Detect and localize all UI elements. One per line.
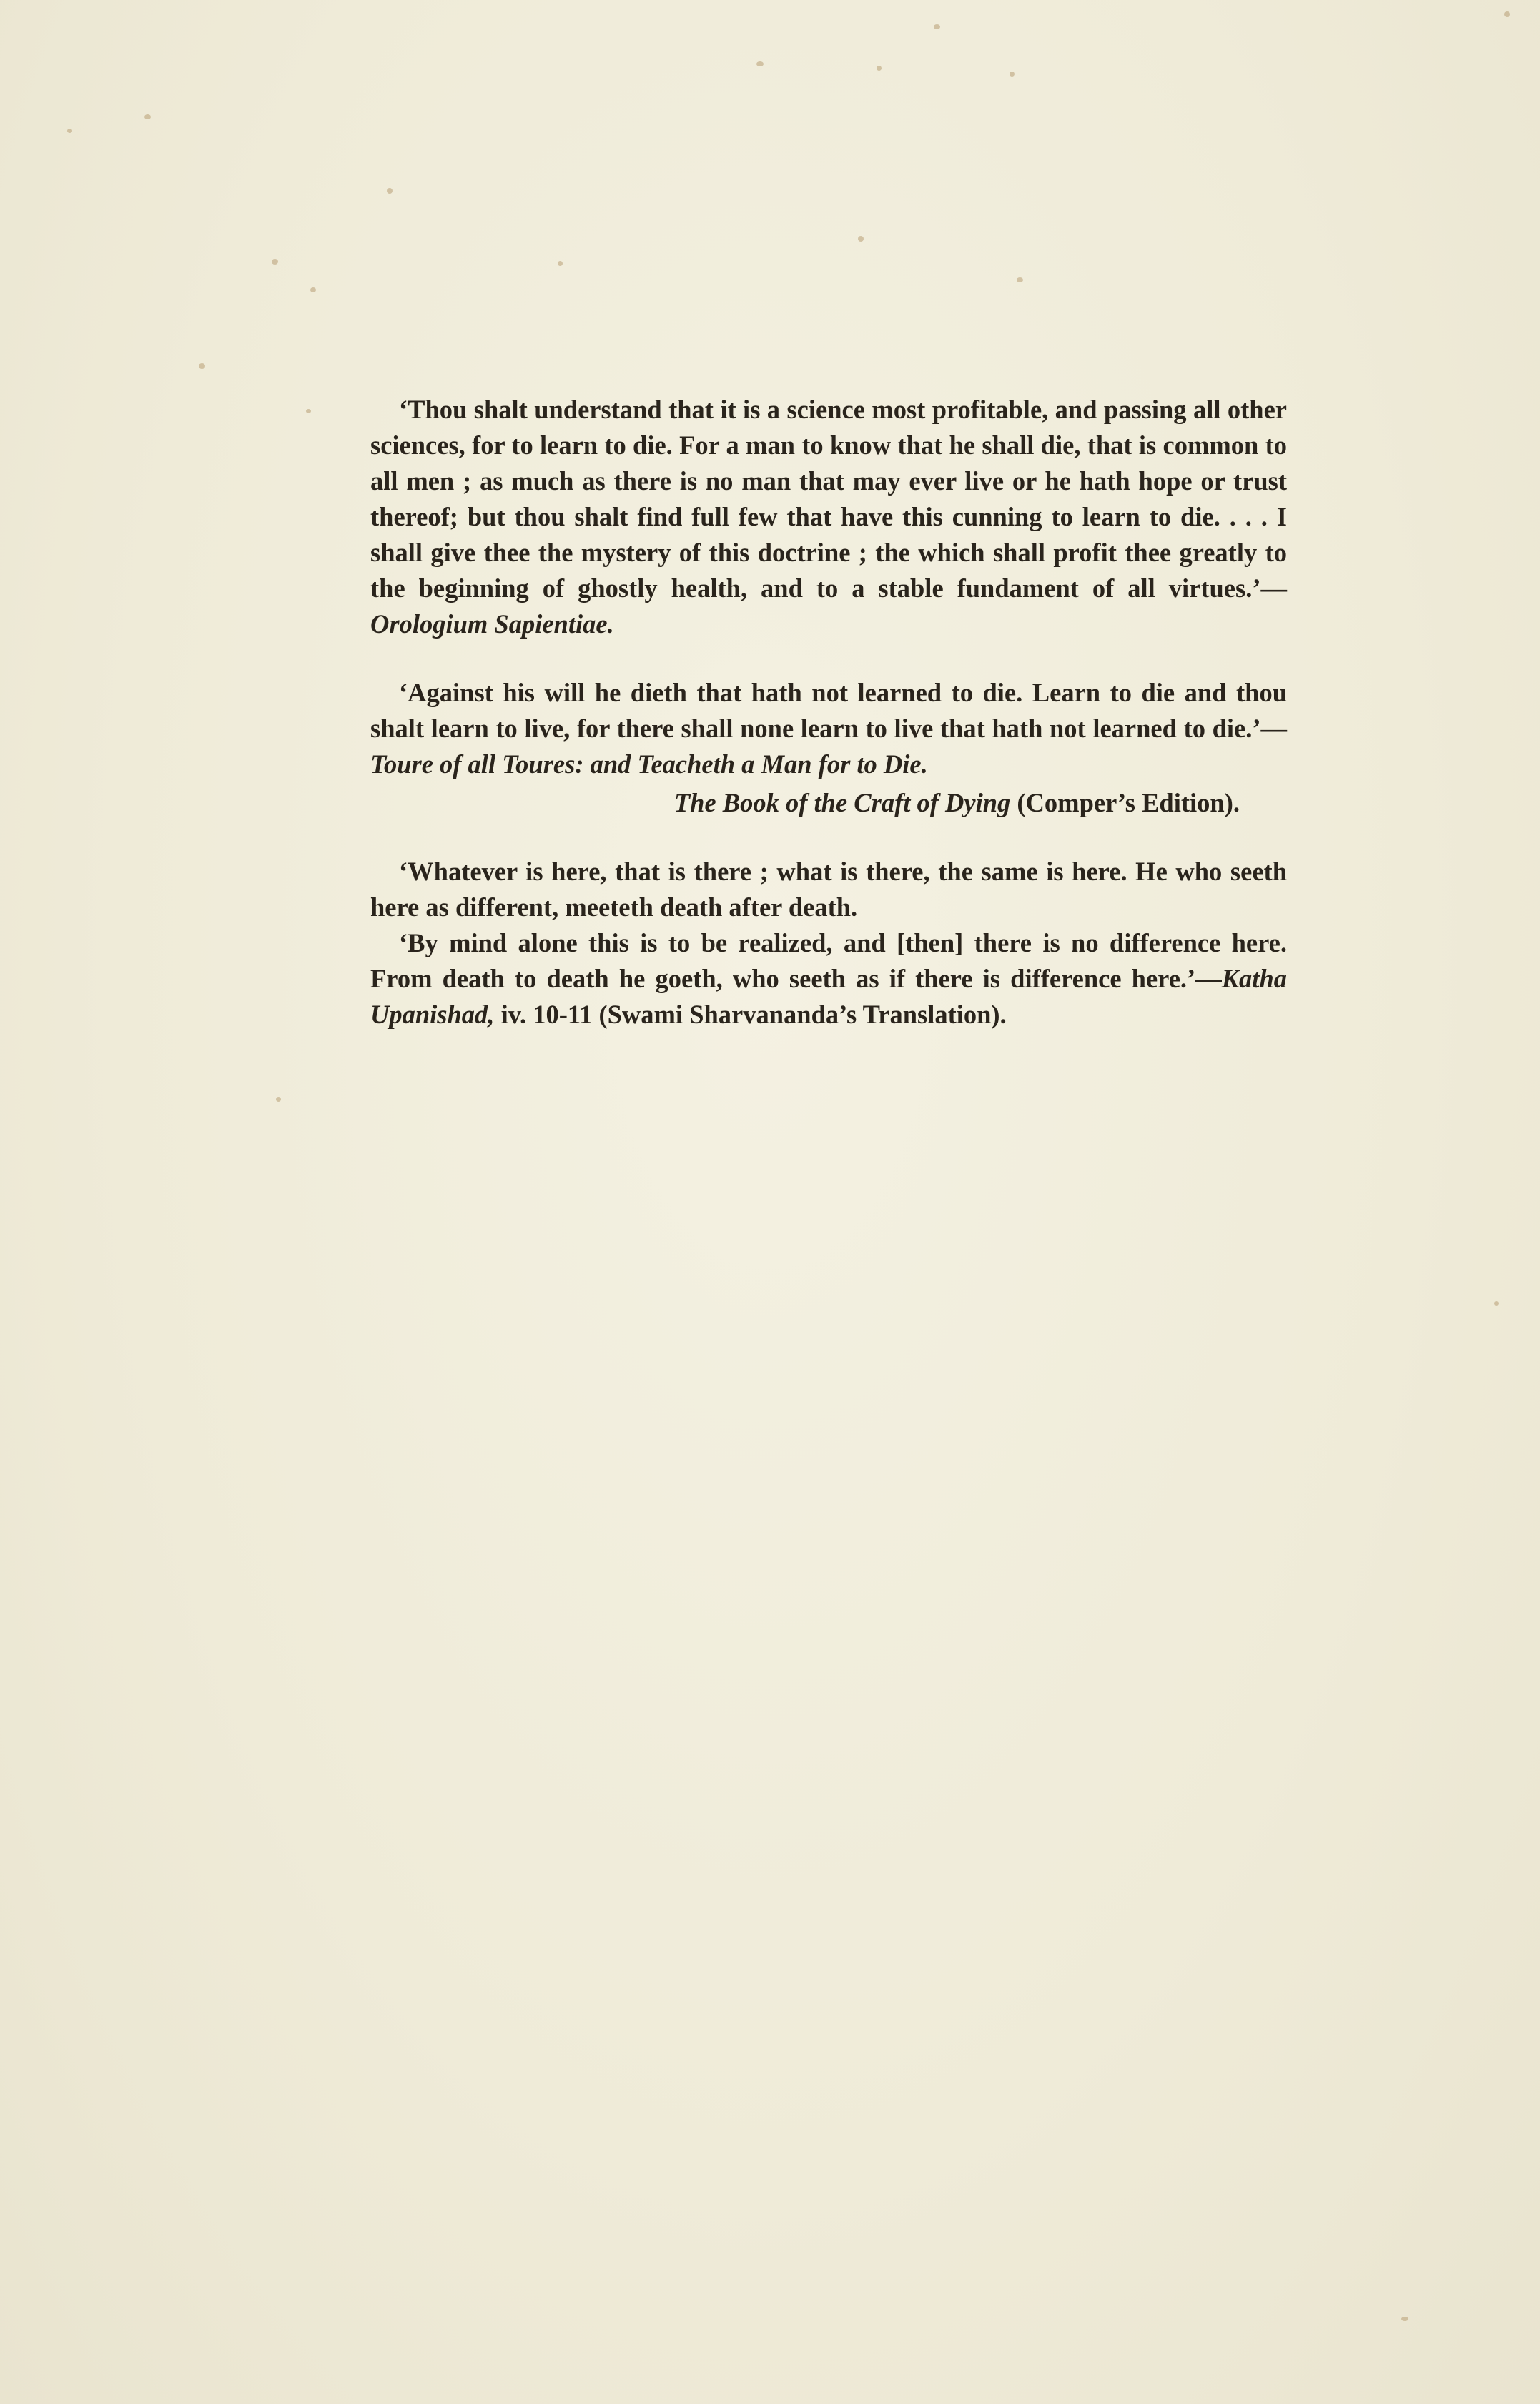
foxing-speck <box>272 259 278 265</box>
quote-orologium <box>370 392 1287 642</box>
foxing-speck <box>1504 11 1510 17</box>
foxing-speck <box>877 66 882 71</box>
quote-katha-first <box>370 854 1287 925</box>
foxing-speck <box>934 24 940 29</box>
foxing-speck <box>1017 277 1023 282</box>
foxing-speck <box>1010 72 1015 77</box>
foxing-speck <box>558 261 563 266</box>
quote-katha-first-text: ‘Whatever is here, that is there ; what is there, the same is here. He who seeth here as different, meeteth death after death. <box>370 857 1287 922</box>
foxing-speck <box>387 188 393 194</box>
paragraph-gap <box>370 642 1287 675</box>
foxing-speck <box>310 287 316 292</box>
foxing-speck <box>199 363 205 369</box>
quote-katha-second <box>370 925 1287 1033</box>
craft-of-dying-edition: (Comper’s Edition). <box>1010 788 1240 817</box>
quote-toure-text: ‘Against his will he dieth that hath not learned to die. Learn to die and thou shalt learn to live, for there shall none learn to live that hath not learned to die.’— <box>370 678 1287 743</box>
foxing-speck <box>67 129 72 133</box>
craft-of-dying-title: The Book of the Craft of Dying <box>673 788 1011 817</box>
quote-toure <box>370 675 1287 782</box>
foxing-speck <box>1401 2317 1408 2321</box>
quote-orologium-source: Orologium Sapientiae. <box>370 609 614 639</box>
foxing-speck <box>276 1097 281 1102</box>
quote-katha-second-text: ‘By mind alone this is to be realized, and [then] there is no difference here. From death to death he goeth, who seeth as if there is difference here.’— <box>370 928 1287 993</box>
foxing-speck <box>144 114 151 119</box>
quote-katha-reference: iv. 10-11 (Swami Sharvananda’s Translation). <box>494 1000 1007 1029</box>
quote-toure-source: Toure of all Toures: and Teacheth a Man for to Die. <box>370 749 928 779</box>
foxing-speck <box>756 61 764 66</box>
quote-orologium-text: ‘Thou shalt understand that it is a science most profitable, and passing all other sciences, for to learn to die. For a man to know that he shall die, that is common to all men ; as much as there is no man that may ever live or he hath hope or trust thereof; but thou shalt find full few that have this cunning to learn to die. . . . I shall give thee the mystery of this doctrine ; the which shall profit thee greatly to the beginning of ghostly health, and to a stable fundament of all virtues.’— <box>370 395 1287 603</box>
paragraph-gap <box>370 821 1287 854</box>
craft-of-dying-citation <box>370 785 1287 821</box>
quote-katha-source: Katha Upanishad, <box>370 964 1287 1029</box>
foxing-speck <box>858 236 864 242</box>
foxing-speck <box>306 409 311 413</box>
epigraph-text-block <box>370 392 1287 1033</box>
foxing-speck <box>1494 1301 1499 1306</box>
